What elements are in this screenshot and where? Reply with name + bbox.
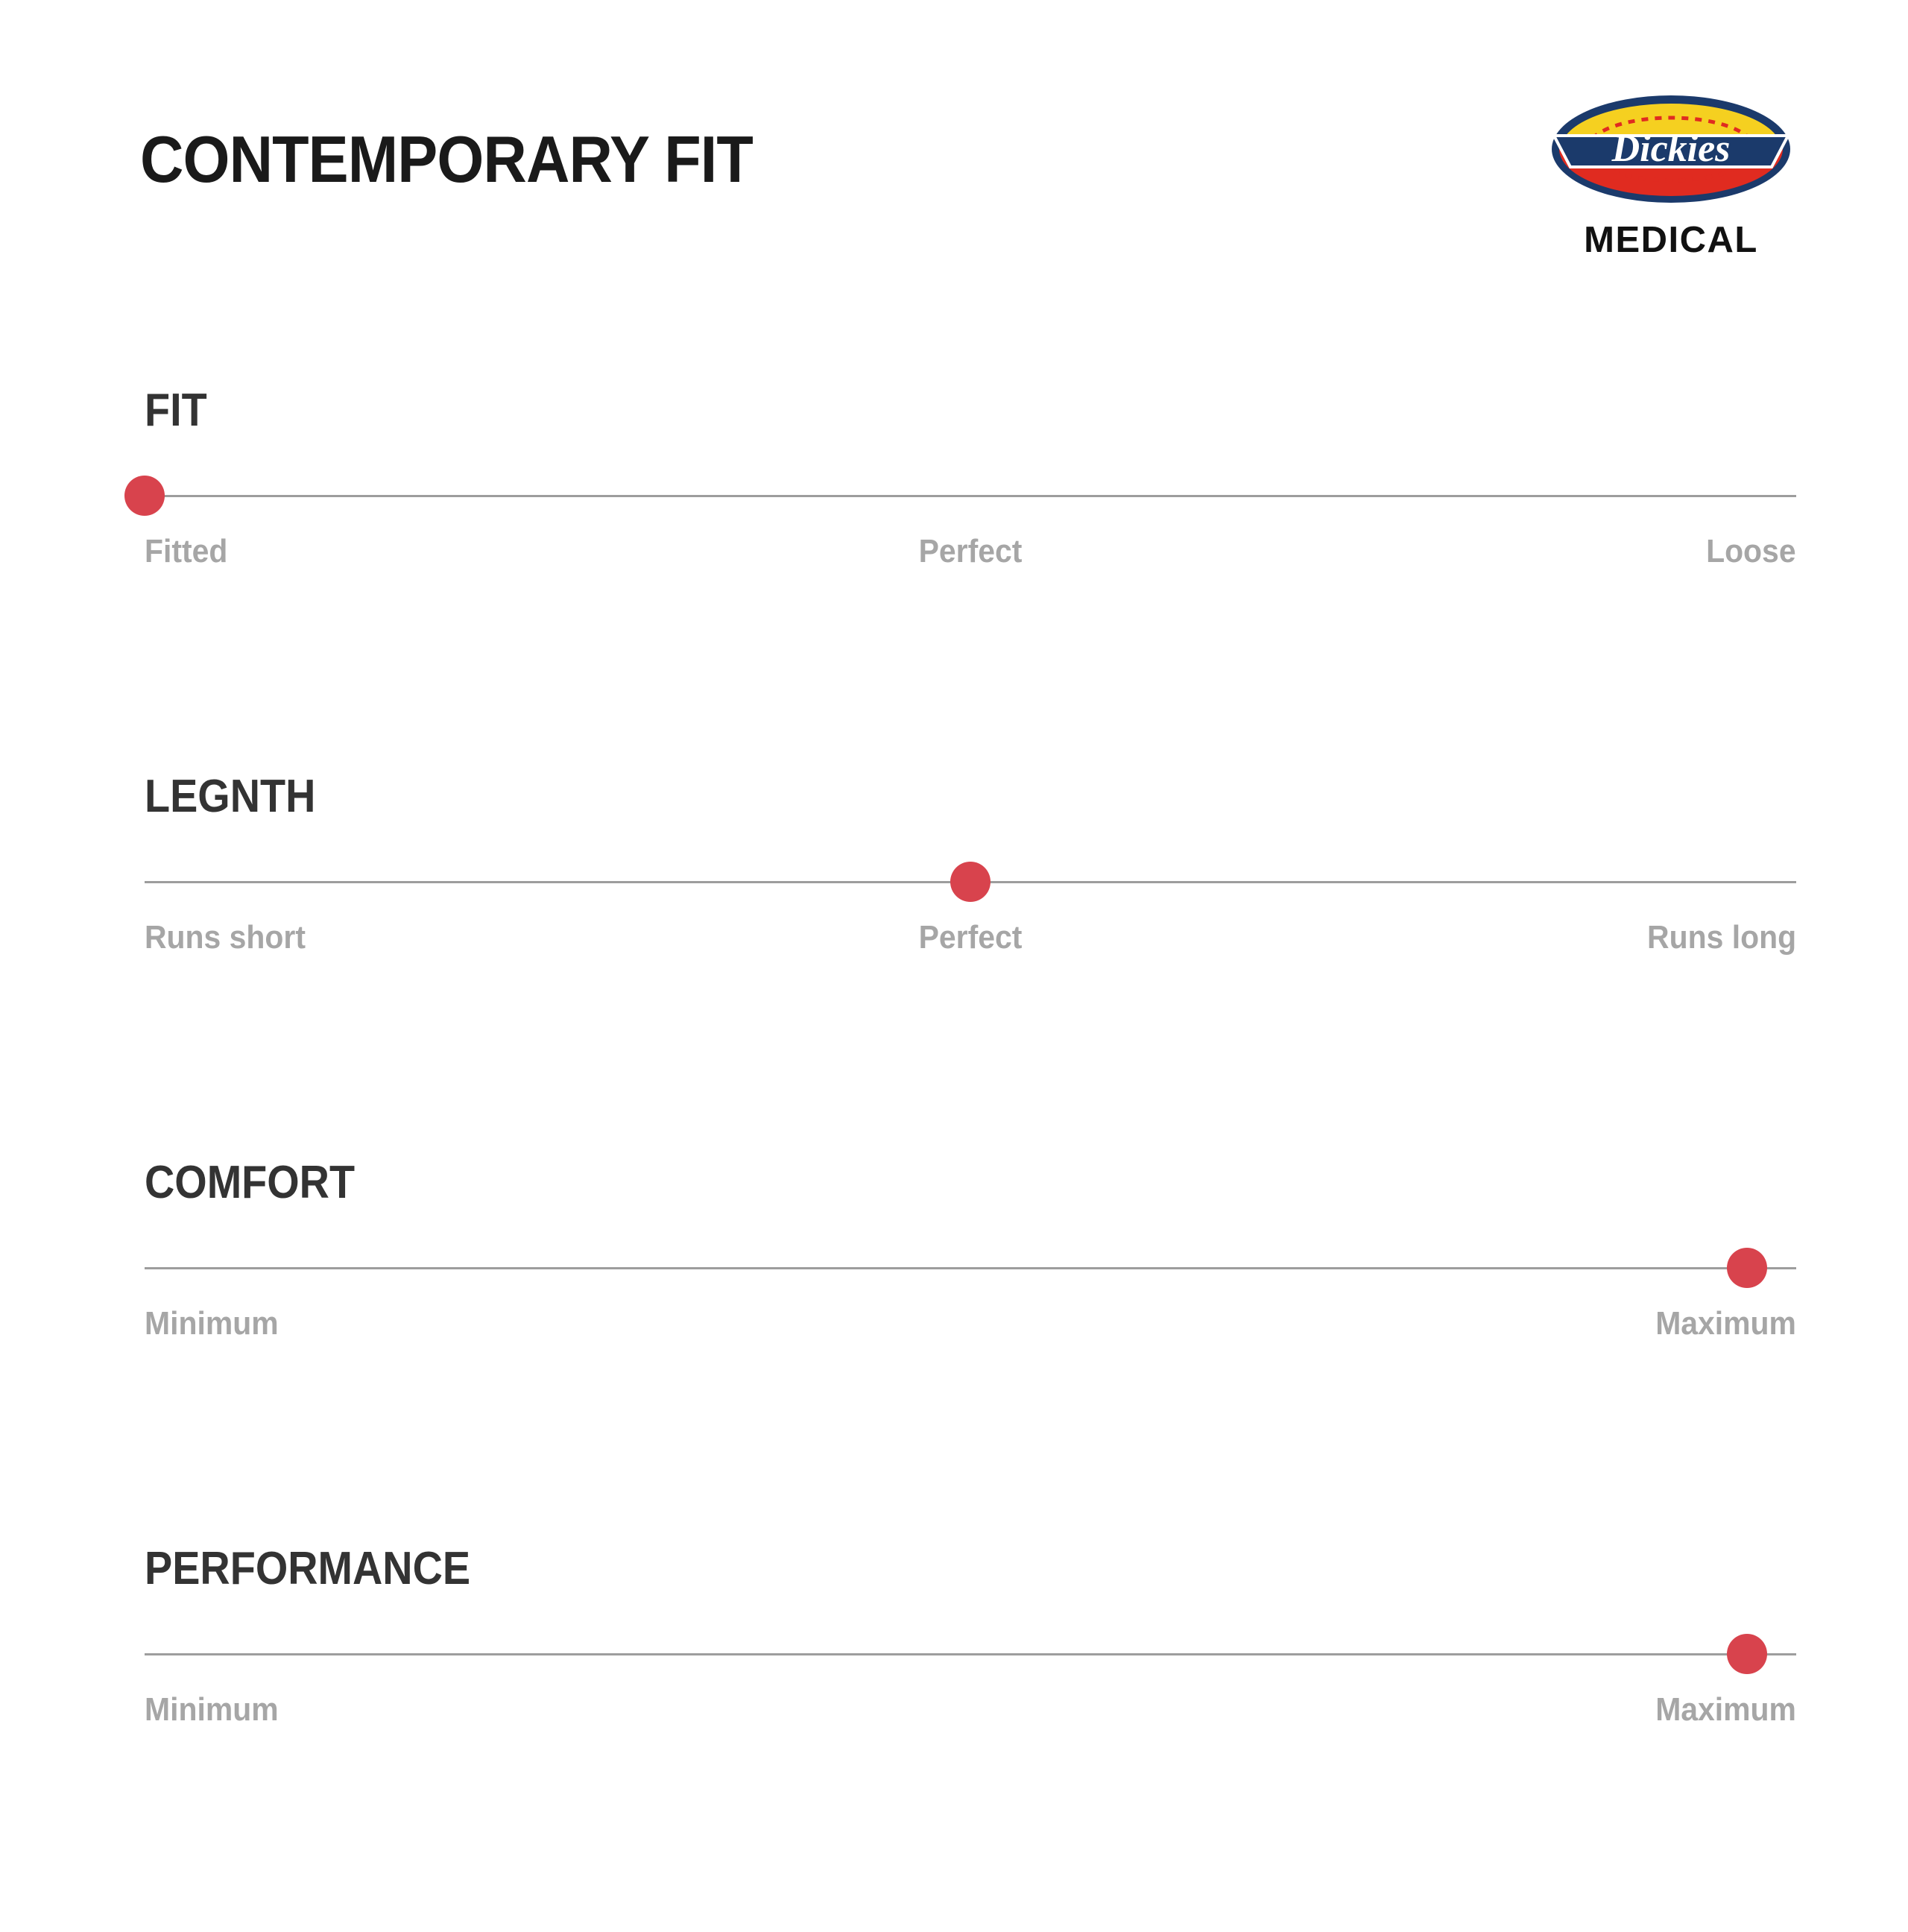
meter-label-left: Minimum xyxy=(145,1691,279,1728)
meter-track[interactable] xyxy=(145,1634,1796,1674)
meter-label-left: Runs short xyxy=(145,919,306,956)
meter-title: FIT xyxy=(145,385,207,436)
track-line xyxy=(145,1267,1796,1269)
meter-labels xyxy=(145,1307,1796,1352)
meter-label-left: Minimum xyxy=(145,1305,279,1342)
meter-knob[interactable] xyxy=(950,862,991,902)
meter-title: COMFORT xyxy=(145,1157,356,1208)
meter-knob[interactable] xyxy=(1727,1248,1767,1288)
meter-fit xyxy=(140,385,1796,774)
meter-track[interactable] xyxy=(145,862,1796,902)
page-title: CONTEMPORARY FIT xyxy=(140,122,753,196)
meter-knob[interactable] xyxy=(124,476,165,516)
svg-text:Dickies: Dickies xyxy=(1611,127,1731,170)
meter-track[interactable] xyxy=(145,1248,1796,1288)
meter-knob[interactable] xyxy=(1727,1634,1767,1674)
meter-title: LEGNTH xyxy=(145,771,316,822)
brand-logo xyxy=(1544,89,1798,261)
meter-performance xyxy=(140,1543,1796,1932)
meter-labels xyxy=(145,1693,1796,1738)
meter-track[interactable] xyxy=(145,476,1796,516)
meter-label-center: Perfect xyxy=(918,919,1023,956)
meter-label-right: Maximum xyxy=(1655,1305,1796,1342)
meter-label-right: Loose xyxy=(1706,533,1796,569)
track-line xyxy=(145,495,1796,497)
meter-label-right: Runs long xyxy=(1646,919,1796,956)
dickies-logo-icon xyxy=(1548,89,1794,209)
meter-comfort xyxy=(140,1157,1796,1546)
brand-subtitle: MEDICAL xyxy=(1584,220,1758,260)
meter-labels xyxy=(145,921,1796,966)
meter-labels xyxy=(145,535,1796,580)
track-line xyxy=(145,1653,1796,1655)
meter-label-center: Perfect xyxy=(918,533,1023,569)
meter-title: PERFORMANCE xyxy=(145,1543,471,1594)
meter-label-right: Maximum xyxy=(1655,1691,1796,1728)
meter-label-left: Fitted xyxy=(145,533,228,569)
fit-meters xyxy=(140,385,1796,1932)
meter-length xyxy=(140,771,1796,1160)
